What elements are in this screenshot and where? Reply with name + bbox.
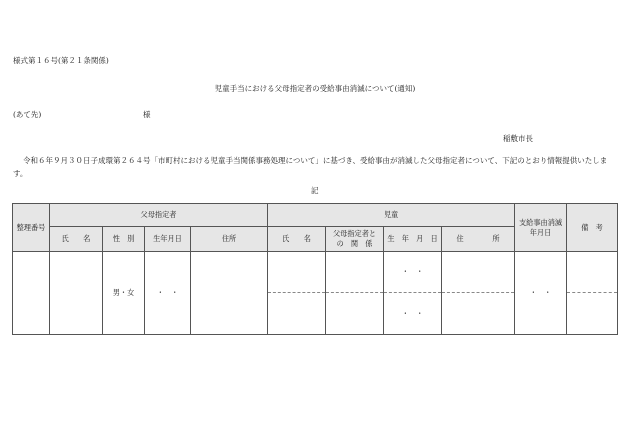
cell-fubo-jusho (191, 252, 268, 335)
cell-jido-kankei-2 (326, 293, 384, 335)
cell-biko-2 (567, 293, 618, 335)
col-fubo-seibetsu: 性 別 (103, 227, 145, 252)
document-title: 児童手当における父母指定者の受給事由消滅について(通知) (214, 84, 416, 93)
col-jido-shimei: 氏 名 (268, 227, 326, 252)
header-biko: 備 考 (567, 204, 618, 252)
col-jido-seinengappi: 生 年 月 日 (384, 227, 442, 252)
addressee-label: (あて先) (13, 110, 42, 119)
col-fubo-seinengappi: 生年月日 (145, 227, 191, 252)
cell-seibetsu: 男・女 (103, 252, 145, 335)
header-fubo-shiteisha: 父母指定者 (50, 204, 268, 227)
sender-name: 稲敷市長 (503, 134, 533, 143)
ki-marker: 記 (311, 186, 319, 195)
cell-jido-jusho-2 (442, 293, 515, 335)
header-seiri-bango: 整理番号 (13, 204, 50, 252)
cell-fubo-shimei (50, 252, 103, 335)
cell-jido-kankei (326, 252, 384, 293)
cell-biko (567, 252, 618, 293)
cell-fubo-seinengappi: ・ ・ (145, 252, 191, 335)
info-table (12, 203, 618, 335)
form-number: 様式第１６号(第２１条関係) (13, 56, 109, 65)
cell-seiri-bango (13, 252, 50, 335)
col-fubo-shimei: 氏 名 (50, 227, 103, 252)
addressee-honorific: 様 (143, 110, 151, 119)
cell-shikyu-jiyu: ・ ・ (515, 252, 567, 335)
header-jido: 児童 (268, 204, 515, 227)
cell-jido-shimei (268, 252, 326, 293)
col-jido-jusho: 住 所 (442, 227, 515, 252)
cell-jido-seinengappi: ・ ・ (384, 252, 442, 293)
cell-jido-jusho (442, 252, 515, 293)
col-fubo-jusho: 住所 (191, 227, 268, 252)
cell-jido-seinengappi-2: ・ ・ (384, 293, 442, 335)
col-jido-kankei: 父母指定者との 関 係 (326, 227, 384, 252)
cell-jido-shimei-2 (268, 293, 326, 335)
body-paragraph: 令和６年９月３０日子成環第２６４号「市町村における児童手当関係事務処理について」に基づき、受給事由が消滅した父母指定者について、下記のとおり情報提供いたします。 (13, 156, 608, 178)
header-shikyu-jiyu: 支給事由消滅年月日 (515, 204, 567, 252)
